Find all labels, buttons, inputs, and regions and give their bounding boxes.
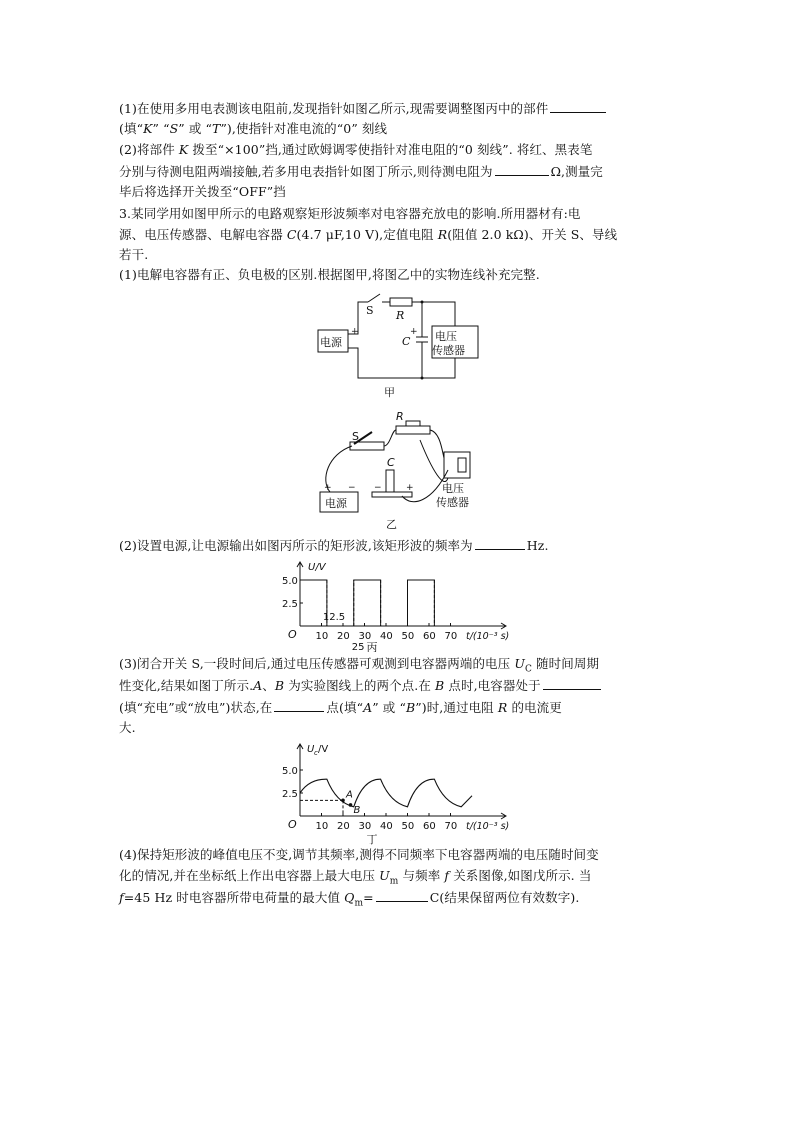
junction-dot	[421, 301, 424, 304]
circuit-diagram-jia	[312, 290, 492, 400]
y-tick-label: 5.0	[282, 576, 298, 587]
label-a: A	[346, 789, 353, 801]
text-segment: 若干.	[119, 247, 149, 262]
label-r: R	[396, 410, 404, 423]
text-line-15	[119, 845, 679, 865]
text-segment: 与频率	[398, 868, 445, 883]
x-tick-label: 10	[315, 631, 329, 642]
text-segment: C(结果保留两位有效数字).	[429, 890, 580, 905]
text-segment: (1)在使用多用电表测该电阻前,发现指针如图乙所示,现需要调整图丙中的部件	[119, 101, 549, 116]
y-axis-label-unit: /V	[318, 744, 329, 755]
text-line-9	[119, 265, 679, 285]
text-segment: A	[253, 678, 263, 693]
plus-sign: +	[351, 327, 359, 337]
x-tick-label: 30	[358, 821, 372, 832]
text-segment: ” 或 “	[372, 700, 406, 715]
text-segment: 点时,电容器处于	[444, 678, 541, 693]
x-tick-label: 30	[358, 631, 372, 642]
text-segment: R	[497, 700, 508, 715]
origin-label: O	[288, 628, 297, 641]
x-tick-label: 20	[337, 631, 350, 642]
text-segment: 化的情况,并在坐标纸上作出电容器上最大电压	[119, 868, 380, 883]
text-segment: A	[363, 700, 373, 715]
text-segment: (1)电解电容器有正、负电极的区别.根据图甲,将图乙中的实物连线补充完整.	[119, 267, 540, 282]
text-segment: 分别与待测电阻两端接触,若多用电表指针如图丁所示,则待测电阻为	[119, 164, 493, 179]
text-segment: 毕后将选择开关拨至“OFF”挡	[119, 184, 286, 199]
text-line-3	[119, 140, 679, 160]
answer-blank[interactable]	[376, 887, 428, 902]
label-s: S	[366, 304, 374, 317]
chart-ding	[270, 738, 520, 846]
text-segment: C	[524, 664, 532, 675]
text-segment: 关系图像,如图戊所示. 当	[449, 868, 592, 883]
text-segment: (阻值 2.0 kΩ)、开关 S、导线	[447, 227, 618, 242]
text-segment: 拨至“×100”挡,通过欧姆调零使指针对准电阻的“0 刻线”. 将红、黑表笔	[188, 142, 593, 157]
x-tick-label: 20	[337, 821, 350, 832]
text-segment: U	[379, 868, 390, 883]
text-segment: K	[178, 142, 189, 157]
text-segment: ” “	[152, 121, 170, 136]
text-segment: U	[514, 656, 525, 671]
label-power: 电源	[320, 336, 342, 349]
point-b	[349, 803, 353, 807]
text-segment: f	[444, 868, 450, 883]
text-segment: (填“充电”或“放电”)状态,在	[119, 700, 273, 715]
x-tick-label: 60	[423, 631, 436, 642]
label-sensor-2: 传感器	[432, 344, 465, 357]
text-segment: m	[389, 876, 399, 887]
text-line-4	[119, 161, 679, 182]
x-tick-label: 50	[401, 631, 415, 642]
label-sensor-1: 电压	[442, 482, 464, 495]
label-power: 电源	[325, 497, 347, 510]
origin-label: O	[288, 818, 297, 831]
text-line-7	[119, 225, 679, 245]
text-segment: T	[212, 121, 221, 136]
text-segment: 的电流更	[507, 700, 562, 715]
y-axis-label: U/V	[308, 562, 326, 573]
caption-yi: 乙	[386, 518, 397, 531]
x-tick-label: 70	[444, 821, 458, 832]
text-segment: m	[354, 898, 364, 909]
minus-sign: −	[348, 483, 356, 493]
text-segment: B	[274, 678, 285, 693]
answer-blank[interactable]	[543, 675, 601, 690]
text-segment: ”),使指针对准电流的“0” 刻线	[220, 121, 388, 136]
x-tick-label: 70	[444, 631, 458, 642]
y-axis-label-sub: c	[314, 749, 318, 757]
plus-sign: +	[406, 483, 414, 493]
text-line-5	[119, 182, 679, 202]
y-tick-label: 5.0	[282, 766, 298, 777]
text-line-8	[119, 245, 679, 265]
text-segment: 点(填“	[326, 700, 364, 715]
text-segment: 随时间周期	[531, 656, 600, 671]
text-line-12	[119, 675, 679, 696]
annotation-25: 25	[351, 642, 365, 652]
answer-blank[interactable]	[495, 161, 549, 176]
text-segment: B	[405, 700, 416, 715]
voltage-curve	[300, 779, 472, 807]
chart-bing	[270, 558, 520, 652]
label-c: C	[387, 456, 395, 469]
text-segment: Hz.	[526, 538, 549, 553]
label-r: R	[396, 309, 405, 322]
junction-dot	[421, 377, 424, 380]
text-segment: (4)保持矩形波的峰值电压不变,调节其频率,测得不同频率下电容器两端的电压随时间变	[119, 847, 599, 862]
point-a	[341, 799, 345, 803]
x-tick-label: 40	[380, 821, 393, 832]
caption-ding: 丁	[366, 833, 378, 846]
text-segment: B	[435, 678, 445, 693]
caption-jia: 甲	[384, 386, 395, 399]
y-tick-label: 2.5	[282, 789, 298, 800]
answer-blank[interactable]	[274, 697, 324, 712]
label-s: S	[352, 430, 359, 443]
apparatus-diagram-yi	[312, 410, 492, 532]
minus-sign: −	[374, 483, 382, 493]
text-segment: 大.	[119, 720, 136, 735]
text-segment: 3.某同学用如图甲所示的电路观察矩形波频率对电容器充放电的影响.所用器材有:电	[119, 206, 581, 221]
caption-bing: 丙	[366, 641, 378, 652]
x-tick-label: 60	[423, 821, 436, 832]
text-segment: Q	[344, 890, 355, 905]
text-line-10	[119, 535, 679, 556]
answer-blank[interactable]	[475, 535, 525, 550]
text-segment: 性变化,结果如图丁所示.	[119, 678, 254, 693]
text-segment: =	[363, 890, 374, 905]
x-tick-label: 50	[401, 821, 415, 832]
x-tick-label: 10	[315, 821, 329, 832]
label-sensor-2: 传感器	[436, 496, 469, 509]
text-segment: (2)设置电源,让电源输出如图丙所示的矩形波,该矩形波的频率为	[119, 538, 473, 553]
capacitor-body	[386, 470, 394, 492]
answer-blank[interactable]	[550, 98, 606, 113]
plus-sign: +	[410, 327, 418, 337]
text-segment: C	[286, 227, 297, 242]
label-sensor-1: 电压	[435, 330, 457, 343]
text-segment: =45 Hz 时电容器所带电荷量的最大值	[123, 890, 345, 905]
text-segment: 源、电压传感器、电解电容器	[119, 227, 287, 242]
y-tick-label: 2.5	[282, 599, 298, 610]
text-segment: f	[119, 890, 124, 905]
switch-blade	[368, 294, 380, 302]
x-axis-label: t/(10⁻³ s)	[466, 821, 510, 832]
text-segment: 为实验图线上的两个点.在	[284, 678, 436, 693]
annotation-12-5: 12.5	[322, 612, 346, 623]
resistor-body	[396, 426, 430, 434]
text-line-2	[119, 119, 679, 139]
label-b: B	[353, 804, 361, 816]
text-segment: (3)闭合开关 S,一段时间后,通过电压传感器可观测到电容器两端的电压	[119, 656, 515, 671]
text-line-1	[119, 98, 679, 119]
text-segment: (4.7 μF,10 V),定值电阻	[296, 227, 438, 242]
x-axis-label: t/(10⁻³ s)	[466, 631, 510, 642]
text-line-17	[119, 887, 679, 914]
text-segment: Ω,测量完	[550, 164, 603, 179]
text-line-14	[119, 718, 679, 738]
text-segment: R	[437, 227, 448, 242]
plus-sign: +	[324, 483, 332, 493]
text-segment: ”)时,通过电阻	[415, 700, 498, 715]
text-segment: (填“	[119, 121, 144, 136]
text-line-13	[119, 697, 679, 718]
resistor-r	[390, 298, 412, 306]
text-segment: (2)将部件	[119, 142, 179, 157]
label-c: C	[402, 335, 411, 348]
text-segment: K	[143, 121, 153, 136]
text-segment: S	[169, 121, 179, 136]
text-segment: ” 或 “	[178, 121, 212, 136]
y-axis-label: U	[307, 744, 315, 755]
text-line-6	[119, 204, 679, 224]
x-tick-label: 40	[380, 631, 393, 642]
text-segment: 、	[262, 678, 275, 693]
